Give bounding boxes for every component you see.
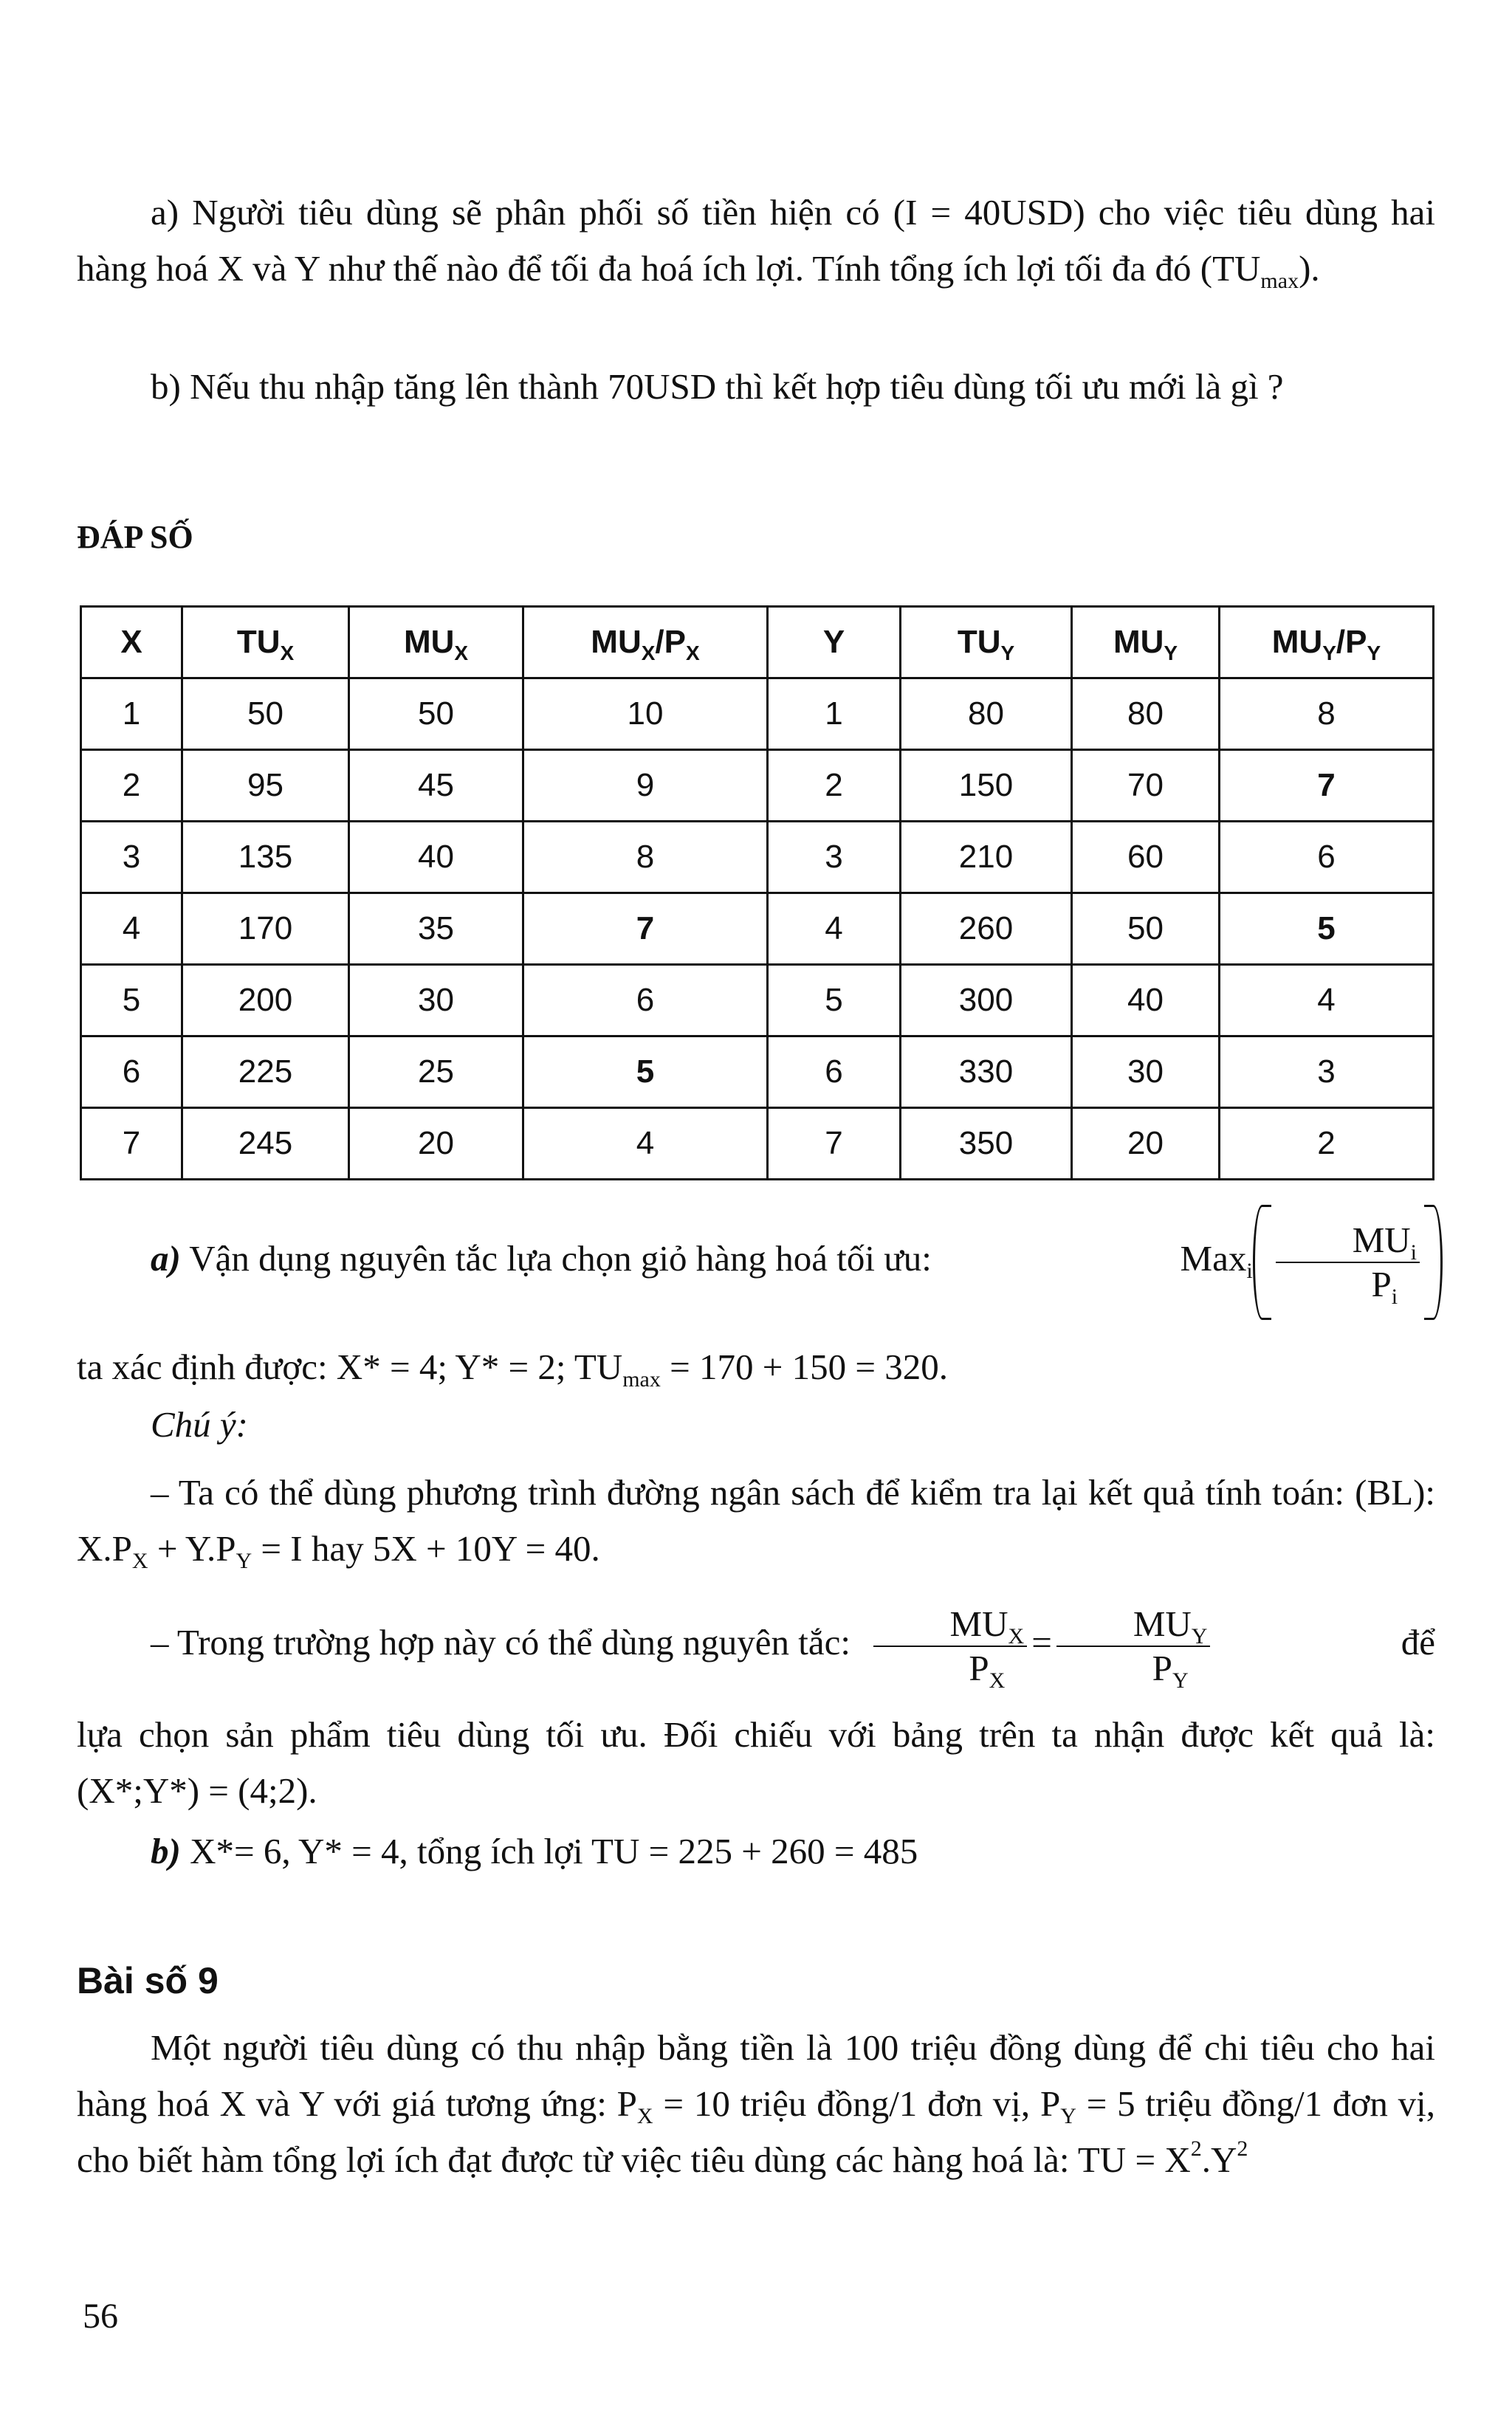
table-cell: 245 [182,1108,349,1180]
table-header-cell: $MU_Y$ [1072,607,1220,678]
table-cell: 210 [901,822,1072,893]
table-cell: 9 [523,750,768,822]
table-cell: 300 [901,965,1072,1036]
table-row [81,1108,1434,1180]
table-cell: 2 [81,750,182,822]
table-header-cell: $MU_Y/P_Y$ [1220,607,1434,678]
solution-a-result: ta xác định được: X* = 4; Y* = 2; $TU_{max} = 170 + 150 = 320$. [77,1347,948,1392]
muy-over-py-fraction: $\frac{MU_Y}{P_Y}$ [1056,1603,1211,1690]
table-row [81,822,1434,893]
right-paren-icon [1424,1205,1443,1320]
note-line-3: lựa chọn sản phẩm tiêu dùng tối ưu. Đối chiếu với bảng trên ta nhận được kết quả là: (X*;Y*) = (4;2). [77,1714,1435,1811]
table-cell: 350 [901,1108,1072,1180]
table-cell: 8 [1220,678,1434,750]
table-cell: 40 [1072,965,1220,1036]
table-cell: 50 [349,678,523,750]
table-cell: 3 [81,822,182,893]
table-cell: 3 [1220,1036,1434,1108]
table-cell: 5 [523,1036,768,1108]
note-line-2: – Trong trường hợp này có thể dùng nguyên tắc: $\frac{MU_X}{P_X}$ = $\frac{MU_Y}{P_Y}$ để [151,1603,1435,1693]
table-cell: 50 [182,678,349,750]
table-cell: 6 [81,1036,182,1108]
table-cell: 2 [768,750,901,822]
table-cell: 50 [1072,893,1220,965]
table-row [81,965,1434,1036]
table-cell: 5 [81,965,182,1036]
table-cell: 7 [1220,750,1434,822]
max-formula: Max$_i$ $\frac{MU_i}{P_i}$ [1107,1203,1443,1320]
exercise-heading: Bài số 9 [77,1960,219,2001]
table-header-cell: $MU_X/P_X$ [523,607,768,678]
table-header-row [81,607,1434,678]
table-cell: 35 [349,893,523,965]
table-cell: 20 [349,1108,523,1180]
table-cell: 7 [768,1108,901,1180]
table-cell: 2 [1220,1108,1434,1180]
table-cell: 4 [523,1108,768,1180]
table-body [81,678,1434,1180]
table-row [81,750,1434,822]
table-cell: 4 [768,893,901,965]
table-cell: 40 [349,822,523,893]
table-row [81,1036,1434,1108]
table-cell: 1 [81,678,182,750]
table-cell: 5 [1220,893,1434,965]
table-header-cell: $MU_X$ [349,607,523,678]
table-header-cell: X [81,607,182,678]
table-cell: 5 [768,965,901,1036]
table-cell: 3 [768,822,901,893]
table-cell: 6 [768,1036,901,1108]
table-cell: 1 [768,678,901,750]
table-cell: 30 [1072,1036,1220,1108]
table-cell: 25 [349,1036,523,1108]
table-cell: 150 [901,750,1072,822]
table-cell: 10 [523,678,768,750]
table-cell: 45 [349,750,523,822]
table-cell: 225 [182,1036,349,1108]
table-cell: 7 [81,1108,182,1180]
table-cell: 60 [1072,822,1220,893]
table-header-cell: $TU_Y$ [901,607,1072,678]
table-cell: 8 [523,822,768,893]
table-header-cell: Y [768,607,901,678]
table-cell: 30 [349,965,523,1036]
table-cell: 6 [1220,822,1434,893]
table-row [81,678,1434,750]
solution-a-line: a) Vận dụng nguyên tắc lựa chọn giỏ hàng hoá tối ưu: Max$_i$ $\frac{MU_i}{P_i}$ [77,1203,1435,1320]
question-b: b) Nếu thu nhập tăng lên thành 70USD thì kết hợp tiêu dùng tối ưu mới là gì ? [151,366,1284,407]
table-cell: 6 [523,965,768,1036]
table-cell: 70 [1072,750,1220,822]
table-header-cell: $TU_X$ [182,607,349,678]
table-cell: 200 [182,965,349,1036]
table-cell: 330 [901,1036,1072,1108]
answer-table [80,605,1434,1180]
solution-b-line: b) X*= 6, Y* = 4, tổng ích lợi TU = 225 + 260 = 485 [151,1831,918,1871]
question-a: a) Người tiêu dùng sẽ phân phối số tiền hiện có (I = 40USD) cho việc tiêu dùng hai hàng hoá X và Y như thế nào để tối đa hoá ích lợi. Tính tổng ích lợi tối đa đó $(TU_{max})$. [77,192,1435,293]
table-cell: 20 [1072,1108,1220,1180]
table-cell: 80 [1072,678,1220,750]
table-cell: 95 [182,750,349,822]
table-row [81,893,1434,965]
left-paren-icon [1253,1205,1271,1320]
mu-over-p-fraction: $\frac{MU_i}{P_i}$ [1276,1219,1420,1306]
table-cell: 170 [182,893,349,965]
table-cell: 4 [81,893,182,965]
note-title: Chú ý: [151,1404,248,1445]
table-cell: 260 [901,893,1072,965]
exercise-text: Một người tiêu dùng có thu nhập bằng tiền là 100 triệu đồng dùng để chi tiêu cho hai hàng hoá X và Y với giá tương ứng: $P_X = 10$ triệu đồng/1 đơn vị, $P_Y = 5$ triệu đồng/1 đơn vị, cho biết hàm tổng lợi ích đạt được từ việc tiêu dùng các hàng hoá là: TU = $X^2.Y^2$ [77,2027,1435,2180]
table-cell: 135 [182,822,349,893]
table-cell: 7 [523,893,768,965]
table-cell: 4 [1220,965,1434,1036]
note-line-1: – Ta có thể dùng phương trình đường ngân sách để kiểm tra lại kết quả tính toán: (BL): $X.P_X + Y.P_Y = I$ hay 5X + 10Y = 40. [77,1472,1435,1573]
mux-over-px-fraction: $\frac{MU_X}{P_X}$ [873,1603,1028,1690]
table-cell: 80 [901,678,1072,750]
answer-heading: ĐÁP SỐ [77,519,193,555]
page-number: 56 [83,2297,118,2336]
